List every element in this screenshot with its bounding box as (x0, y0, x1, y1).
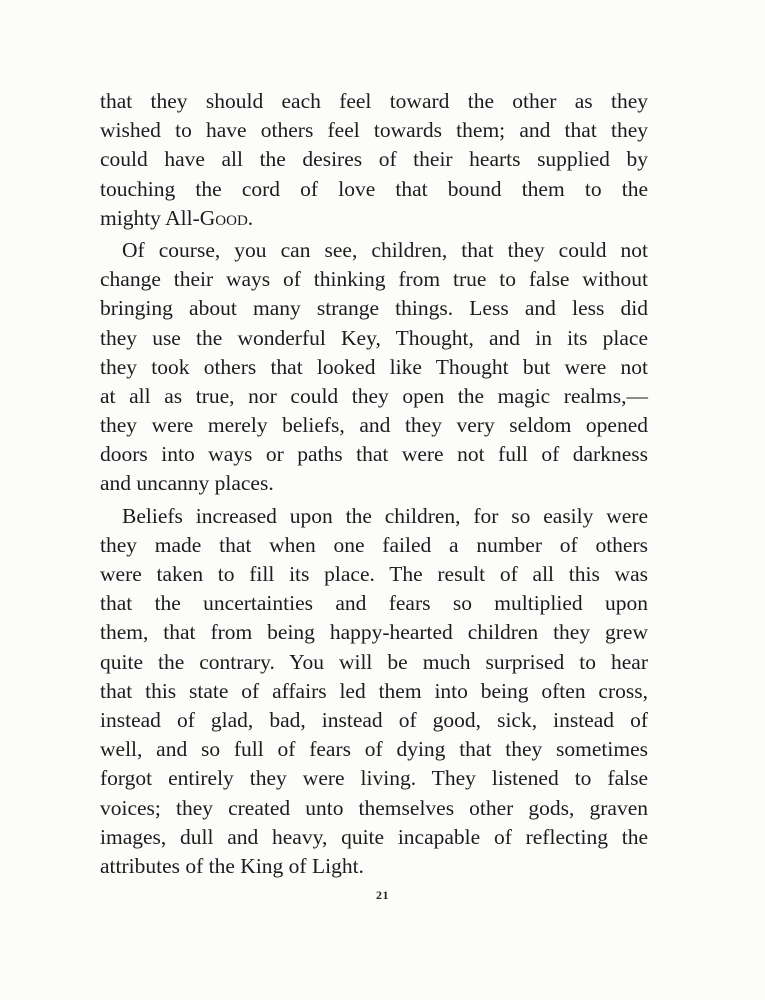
text-line: they were merely beliefs, and they very seldom opened (100, 413, 648, 438)
text-line: were taken to fill its place. The result of all this was (100, 562, 648, 586)
text-line: that this state of affairs led them into being often cross, (100, 678, 648, 703)
text-line: at all as true, nor could they open the magic realms,— (100, 383, 648, 408)
text-line: Beliefs increased upon the children, for so easily were (122, 503, 648, 528)
text-line: mighty All-Good. (100, 205, 254, 230)
text-line: forgot entirely they were living. They listened to false (100, 766, 648, 791)
text-line: they took others that looked like Thought but were not (100, 354, 648, 379)
text-line: that they should each feel toward the other as they (100, 89, 648, 113)
text-line: they use the wonderful Key, Thought, and in its place (100, 325, 648, 350)
text-line: and uncanny places. (100, 471, 274, 496)
text-line: they made that when one failed a number of others (100, 532, 648, 557)
paragraph-1 (100, 87, 648, 233)
small-caps-word: Good (199, 205, 248, 230)
text-line: voices; they created unto themselves other gods, graven (100, 795, 648, 820)
page-number: 21 (376, 888, 389, 902)
text-line: doors into ways or paths that were not full of darkness (100, 442, 648, 467)
text-line: attributes of the King of Light. (100, 853, 364, 878)
text-line: could have all the desires of their hearts supplied by (100, 147, 648, 172)
text-line: quite the contrary. You will be much surprised to hear (100, 649, 648, 674)
text-line: images, dull and heavy, quite incapable of reflecting the (100, 824, 648, 849)
text-line: Of course, you can see, children, that they could not (122, 237, 648, 262)
body-text (100, 87, 648, 881)
text-line: instead of glad, bad, instead of good, sick, instead of (100, 707, 648, 732)
text-line: them, that from being happy-hearted children they grew (100, 620, 648, 645)
text-line: well, and so full of fears of dying that they sometimes (100, 737, 648, 762)
text-line: change their ways of thinking from true to false without (100, 267, 648, 292)
paragraph-2 (100, 236, 648, 499)
text-line: touching the cord of love that bound them to the (100, 176, 648, 201)
text-line: bringing about many strange things. Less and less did (100, 296, 648, 321)
paragraph-3 (100, 502, 648, 881)
text-line: wished to have others feel towards them; and that they (100, 118, 648, 143)
text-line: that the uncertainties and fears so multiplied upon (100, 591, 648, 616)
